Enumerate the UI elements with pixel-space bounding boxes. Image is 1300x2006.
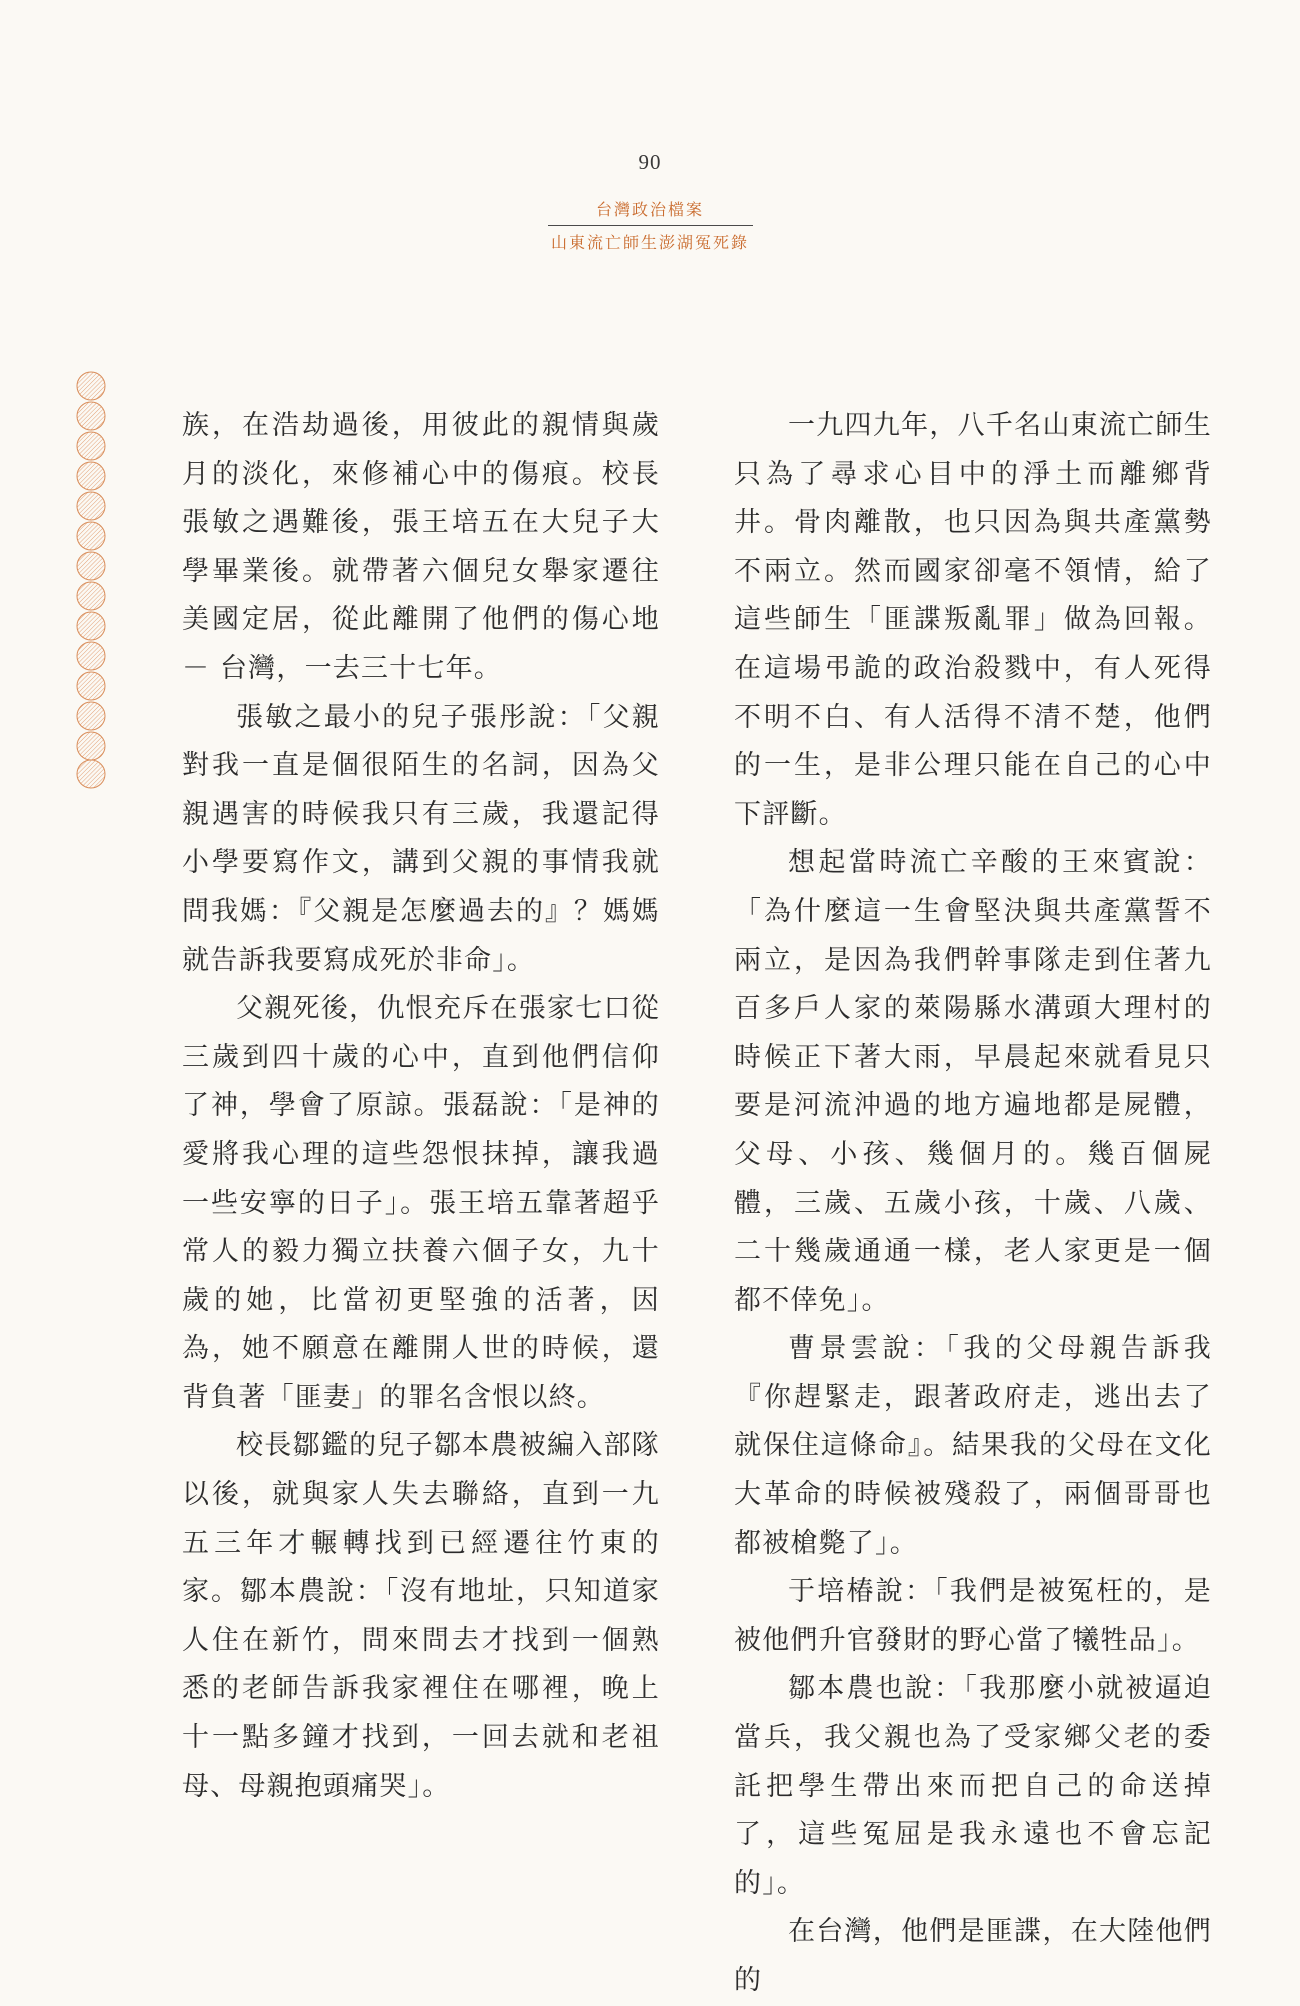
- paragraph: 張敏之最小的兒子張彤說：「父親對我一直是個很陌生的名詞，因為父親遇害的時候我只有三歲，我還記得小學要寫作文，講到父親的事情我就問我媽：『父親是怎麼過去的』？媽媽就告訴我要寫成死於非命」。: [182, 701, 660, 976]
- book-title: 山東流亡師生澎湖冤死錄: [550, 233, 749, 252]
- paragraph: 一九四九年，八千名山東流亡師生只為了尋求心目中的淨土而離鄉背井。骨肉離散，也只因為與共產黨勢不兩立。然而國家卻毫不領情，給了這些師生「匪諜叛亂罪」做為回報。在這場弔詭的政治殺戮中，有人死得不明不白、有人活得不清不楚，他們的一生，是非公理只能在自己的心中下評斷。: [734, 410, 1212, 830]
- page-header: [0, 150, 1300, 253]
- paragraph: 父親死後，仇恨充斥在張家七口從三歲到四十歲的心中，直到他們信仰了神，學會了原諒。張磊說：「是神的愛將我心理的這些怨恨抹掉，讓我過一些安寧的日子」。張王培五靠著超乎常人的毅力獨立扶養六個子女，九十歲的她，比當初更堅強的活著，因為，她不願意在離開人世的時候，還背負著「匪妻」的罪名含恨以終。: [182, 993, 660, 1413]
- left-text-column: [182, 402, 660, 1811]
- paragraph: 校長鄒鑑的兒子鄒本農被編入部隊以後，就與家人失去聯絡，直到一九五三年才輾轉找到已經遷往竹東的家。鄒本農說：「沒有地址，只知道家人住在新竹，問來問去才找到一個熟悉的老師告訴我家裡住在哪裡，晚上十一點多鐘才找到，一回去就和老祖母、母親抱頭痛哭」。: [182, 1430, 660, 1802]
- series-title: 台灣政治檔案: [595, 200, 704, 219]
- paragraph: 于培椿說：「我們是被冤枉的，是被他們升官發財的野心當了犧牲品」。: [734, 1576, 1212, 1656]
- paragraph: 想起當時流亡辛酸的王來賓說：「為什麼這一生會堅決與共產黨誓不兩立，是因為我們幹事隊走到住著九百多戶人家的萊陽縣水溝頭大理村的時候正下著大雨，早晨起來就看見只要是河流沖過的地方遍地都是屍體，父母、小孩、幾個月的。幾百個屍體，三歲、五歲小孩，十歲、八歲、二十幾歲通通一樣，老人家更是一個都不倖免」。: [734, 847, 1212, 1316]
- paragraph: 族，在浩劫過後，用彼此的親情與歲月的淡化，來修補心中的傷痕。校長張敏之遇難後，張王培五在大兒子大學畢業後。就帶著六個兒女舉家遷往美國定居，從此離開了他們的傷心地－ 台灣，一去三十七年。: [182, 410, 660, 684]
- paragraph: 曹景雲說：「我的父母親告訴我『你趕緊走，跟著政府走，逃出去了就保住這條命』。結果我的父母在文化大革命的時候被殘殺了，兩個哥哥也都被槍斃了」。: [734, 1333, 1212, 1559]
- header-divider: [548, 225, 753, 226]
- paragraph: 鄒本農也說：「我那麼小就被逼迫當兵，我父親也為了受家鄉父老的委託把學生帶出來而把自己的命送掉了，這些冤屈是我永遠也不會忘記的」。: [734, 1673, 1212, 1899]
- right-text-column: [734, 402, 1212, 2006]
- paragraph: 在台灣，他們是匪諜，在大陸他們的: [734, 1916, 1212, 1996]
- page-number: 90: [638, 150, 662, 174]
- decorative-ornament-strip: [74, 370, 108, 790]
